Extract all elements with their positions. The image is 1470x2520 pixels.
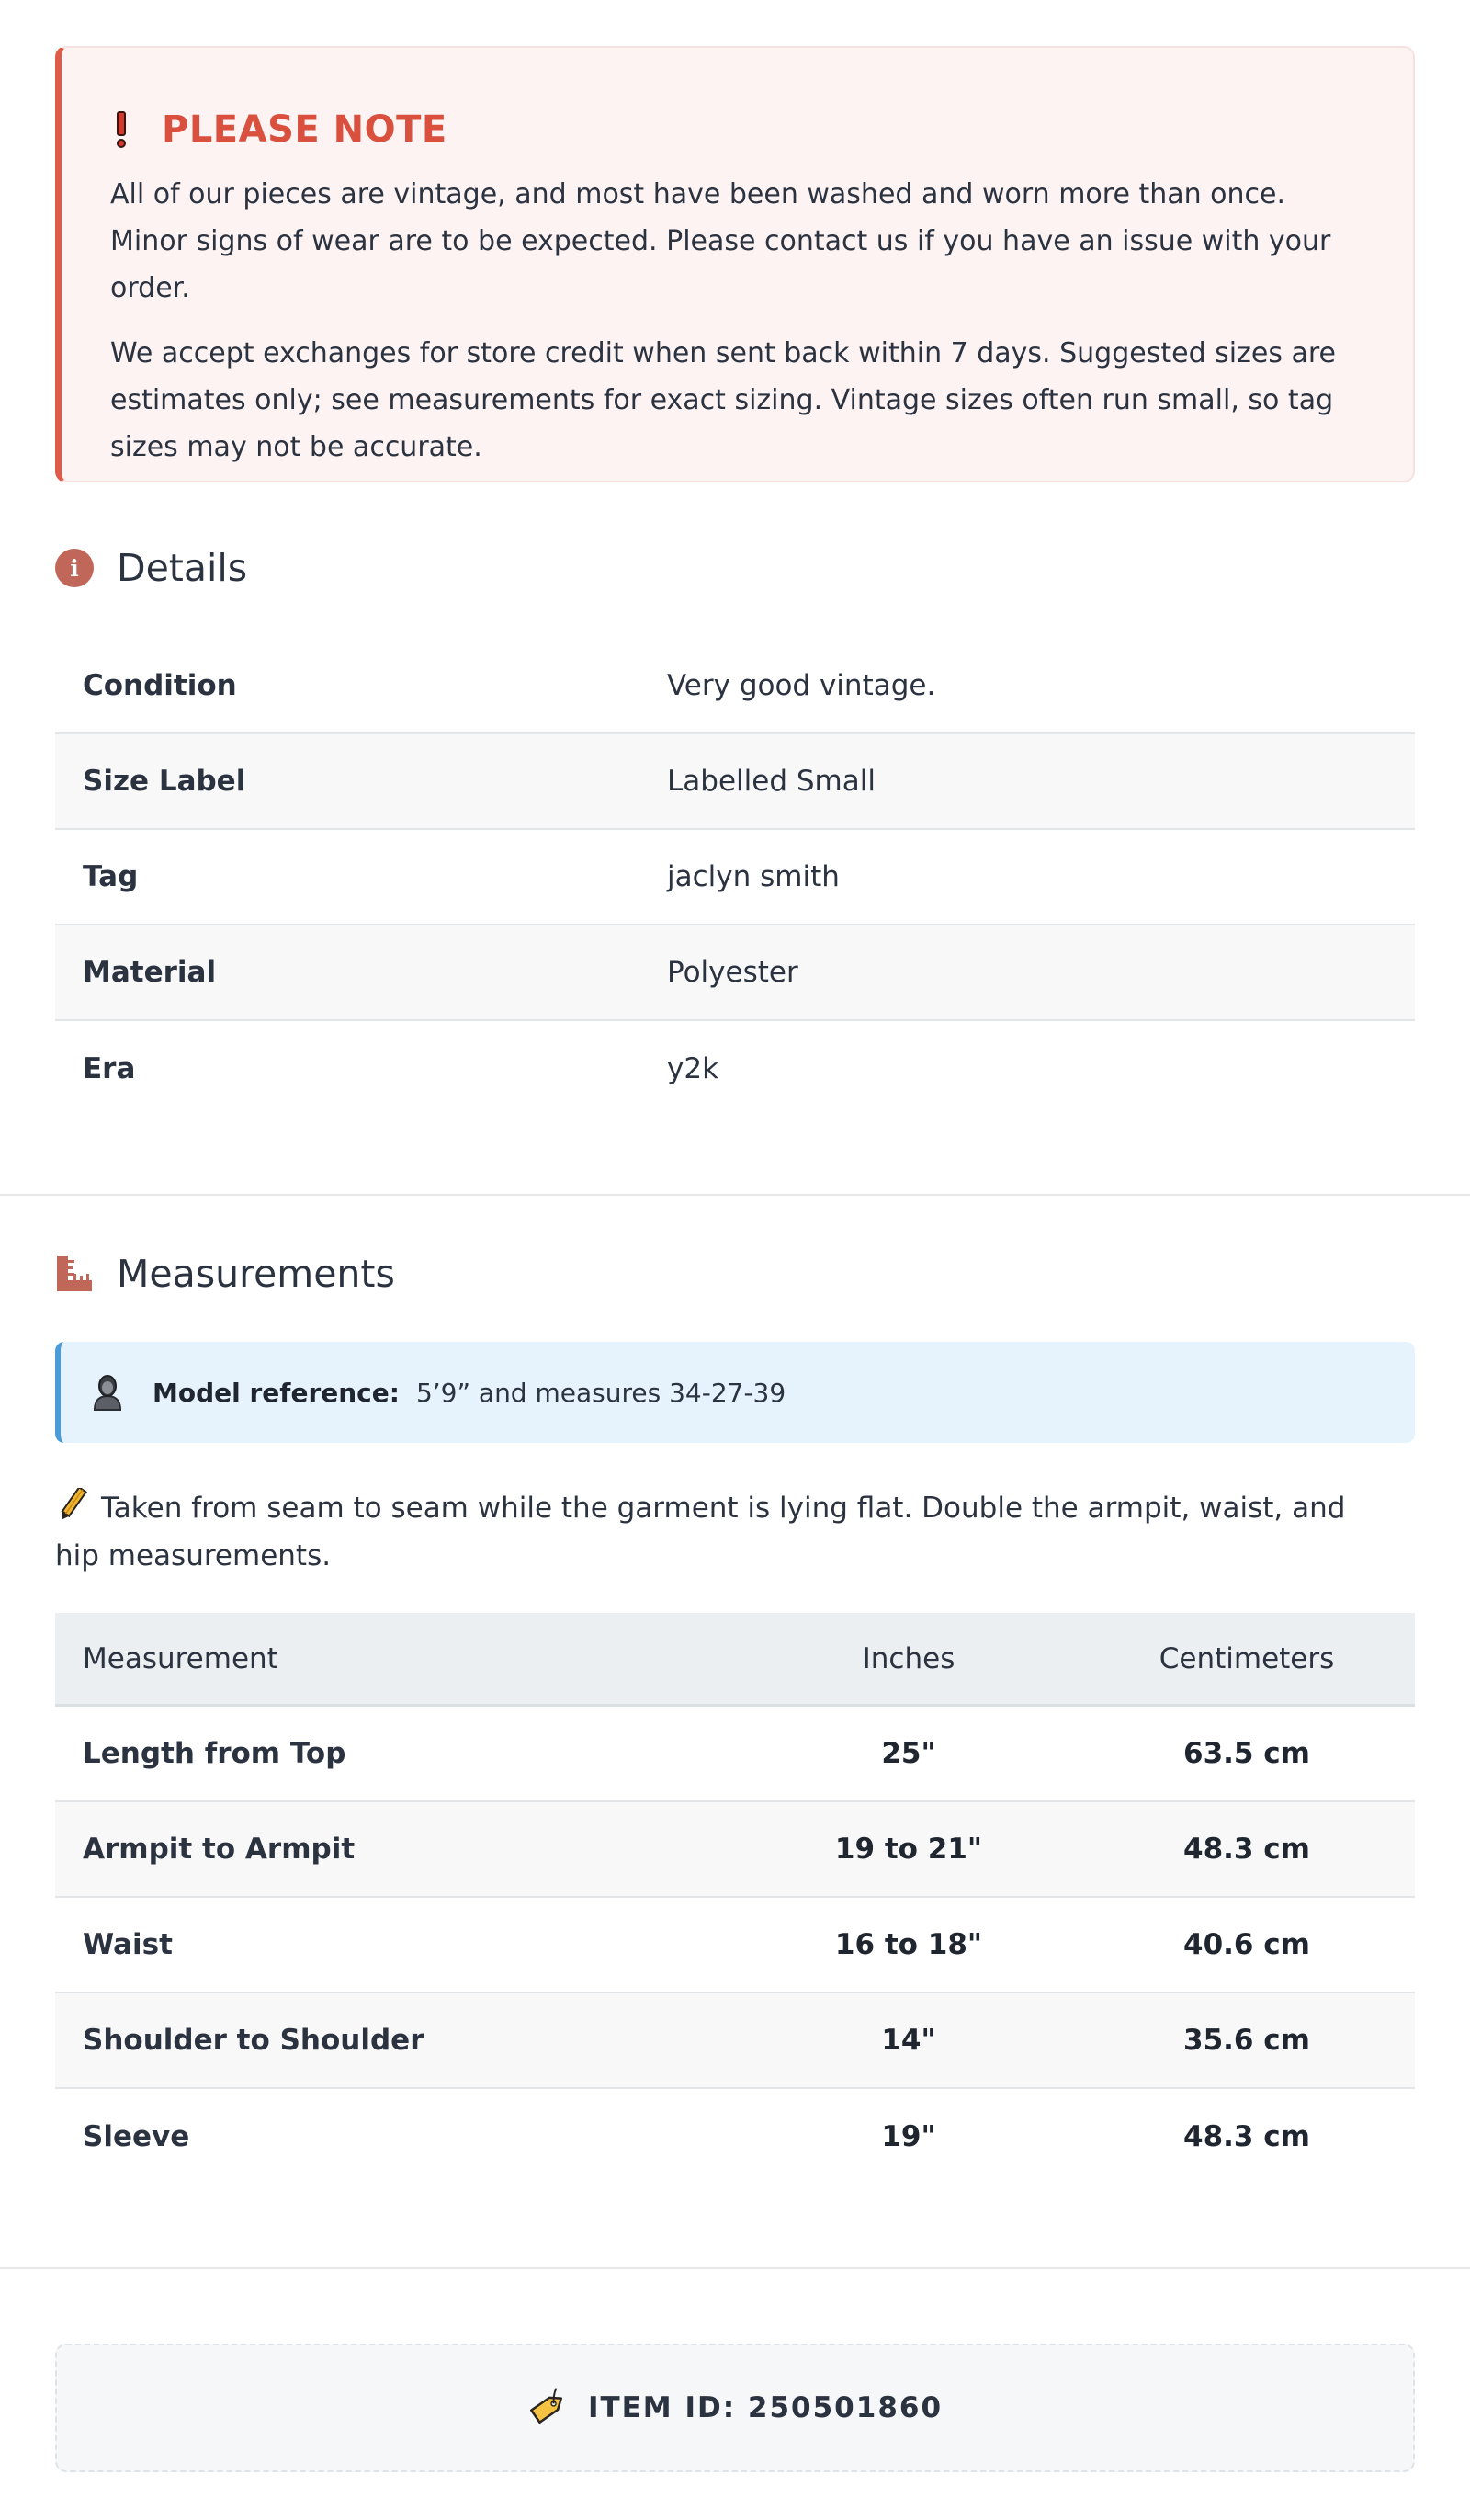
measurements-title: Measurements xyxy=(117,1252,395,1296)
details-value: y2k xyxy=(667,1052,719,1085)
details-label: Material xyxy=(83,956,217,989)
table-row xyxy=(55,1707,1415,1802)
measurement-name: Length from Top xyxy=(83,1737,346,1770)
measurement-name: Sleeve xyxy=(83,2120,190,2153)
details-value: Labelled Small xyxy=(667,765,876,798)
measurement-name: Shoulder to Shoulder xyxy=(83,2024,424,2057)
model-reference-label: Model reference: xyxy=(153,1377,400,1408)
details-label: Tag xyxy=(83,860,139,893)
table-row xyxy=(55,1802,1415,1898)
person-icon xyxy=(92,1374,123,1411)
details-label: Era xyxy=(83,1052,136,1085)
table-header xyxy=(55,1613,1415,1707)
details-row xyxy=(55,639,1415,734)
details-table xyxy=(55,639,1415,1117)
exclamation-icon xyxy=(114,111,129,148)
details-row xyxy=(55,830,1415,925)
table-row xyxy=(55,2089,1415,2185)
details-label: Condition xyxy=(83,669,237,702)
notice-title: PLEASE NOTE xyxy=(162,108,447,151)
details-row xyxy=(55,1021,1415,1117)
model-reference-value: 5’9” and measures 34-27-39 xyxy=(415,1377,786,1408)
table-row xyxy=(55,1993,1415,2089)
item-id-text: ITEM ID: 250501860 xyxy=(587,2391,944,2424)
details-value: Polyester xyxy=(667,956,798,989)
pencil-icon xyxy=(55,1488,88,1521)
measurement-name: Armpit to Armpit xyxy=(83,1833,356,1866)
measurement-cm: 48.3 cm xyxy=(1183,1833,1310,1866)
measurement-cm: 35.6 cm xyxy=(1183,2024,1310,2057)
section-divider xyxy=(0,2267,1470,2269)
measurement-inches: 16 to 18" xyxy=(834,1928,983,1961)
table-body xyxy=(55,1707,1415,2185)
please-note-panel xyxy=(55,46,1415,482)
model-reference-box xyxy=(55,1342,1415,1443)
measurement-inches: 14" xyxy=(881,2024,936,2057)
section-divider xyxy=(0,1194,1470,1196)
notice-header xyxy=(110,105,1367,154)
details-heading xyxy=(55,546,247,590)
table-row xyxy=(55,1898,1415,1993)
measurement-name: Waist xyxy=(83,1928,173,1961)
column-header-inches: Inches xyxy=(862,1641,956,1675)
measurement-note-text: Taken from seam to seam while the garment is lying flat. Double the armpit, waist, and hip measurements. xyxy=(55,1492,1346,1572)
ruler-icon xyxy=(55,1254,94,1293)
measurement-inches: 25" xyxy=(881,1737,936,1770)
item-id-box xyxy=(55,2344,1415,2472)
details-value: Very good vintage. xyxy=(667,669,936,702)
column-header-measurement: Measurement xyxy=(83,1641,278,1675)
info-icon: i xyxy=(55,549,94,587)
details-value: jaclyn smith xyxy=(667,860,840,893)
notice-paragraph: We accept exchanges for store credit when sent back within 7 days. Suggested sizes are estimates only; see measurements for exact sizing. Vintage sizes often run small, so tag sizes may not be accurate. xyxy=(110,337,1337,463)
tag-icon xyxy=(527,2388,568,2428)
details-title: Details xyxy=(117,546,248,590)
measurement-inches: 19" xyxy=(881,2120,936,2153)
measurement-note xyxy=(55,1484,1378,1580)
measurement-cm: 48.3 cm xyxy=(1183,2120,1310,2153)
measurements-table xyxy=(55,1613,1415,2185)
measurements-heading xyxy=(55,1252,395,1296)
column-header-centimeters: Centimeters xyxy=(1159,1641,1335,1675)
notice-paragraph: All of our pieces are vintage, and most have been washed and worn more than once. Minor signs of wear are to be expected. Please contact us if you have an issue with your order. xyxy=(110,178,1331,304)
details-row xyxy=(55,734,1415,830)
measurement-cm: 63.5 cm xyxy=(1183,1737,1310,1770)
measurement-cm: 40.6 cm xyxy=(1183,1928,1310,1961)
details-label: Size Label xyxy=(83,765,246,798)
measurement-inches: 19 to 21" xyxy=(834,1833,983,1866)
details-row xyxy=(55,925,1415,1021)
